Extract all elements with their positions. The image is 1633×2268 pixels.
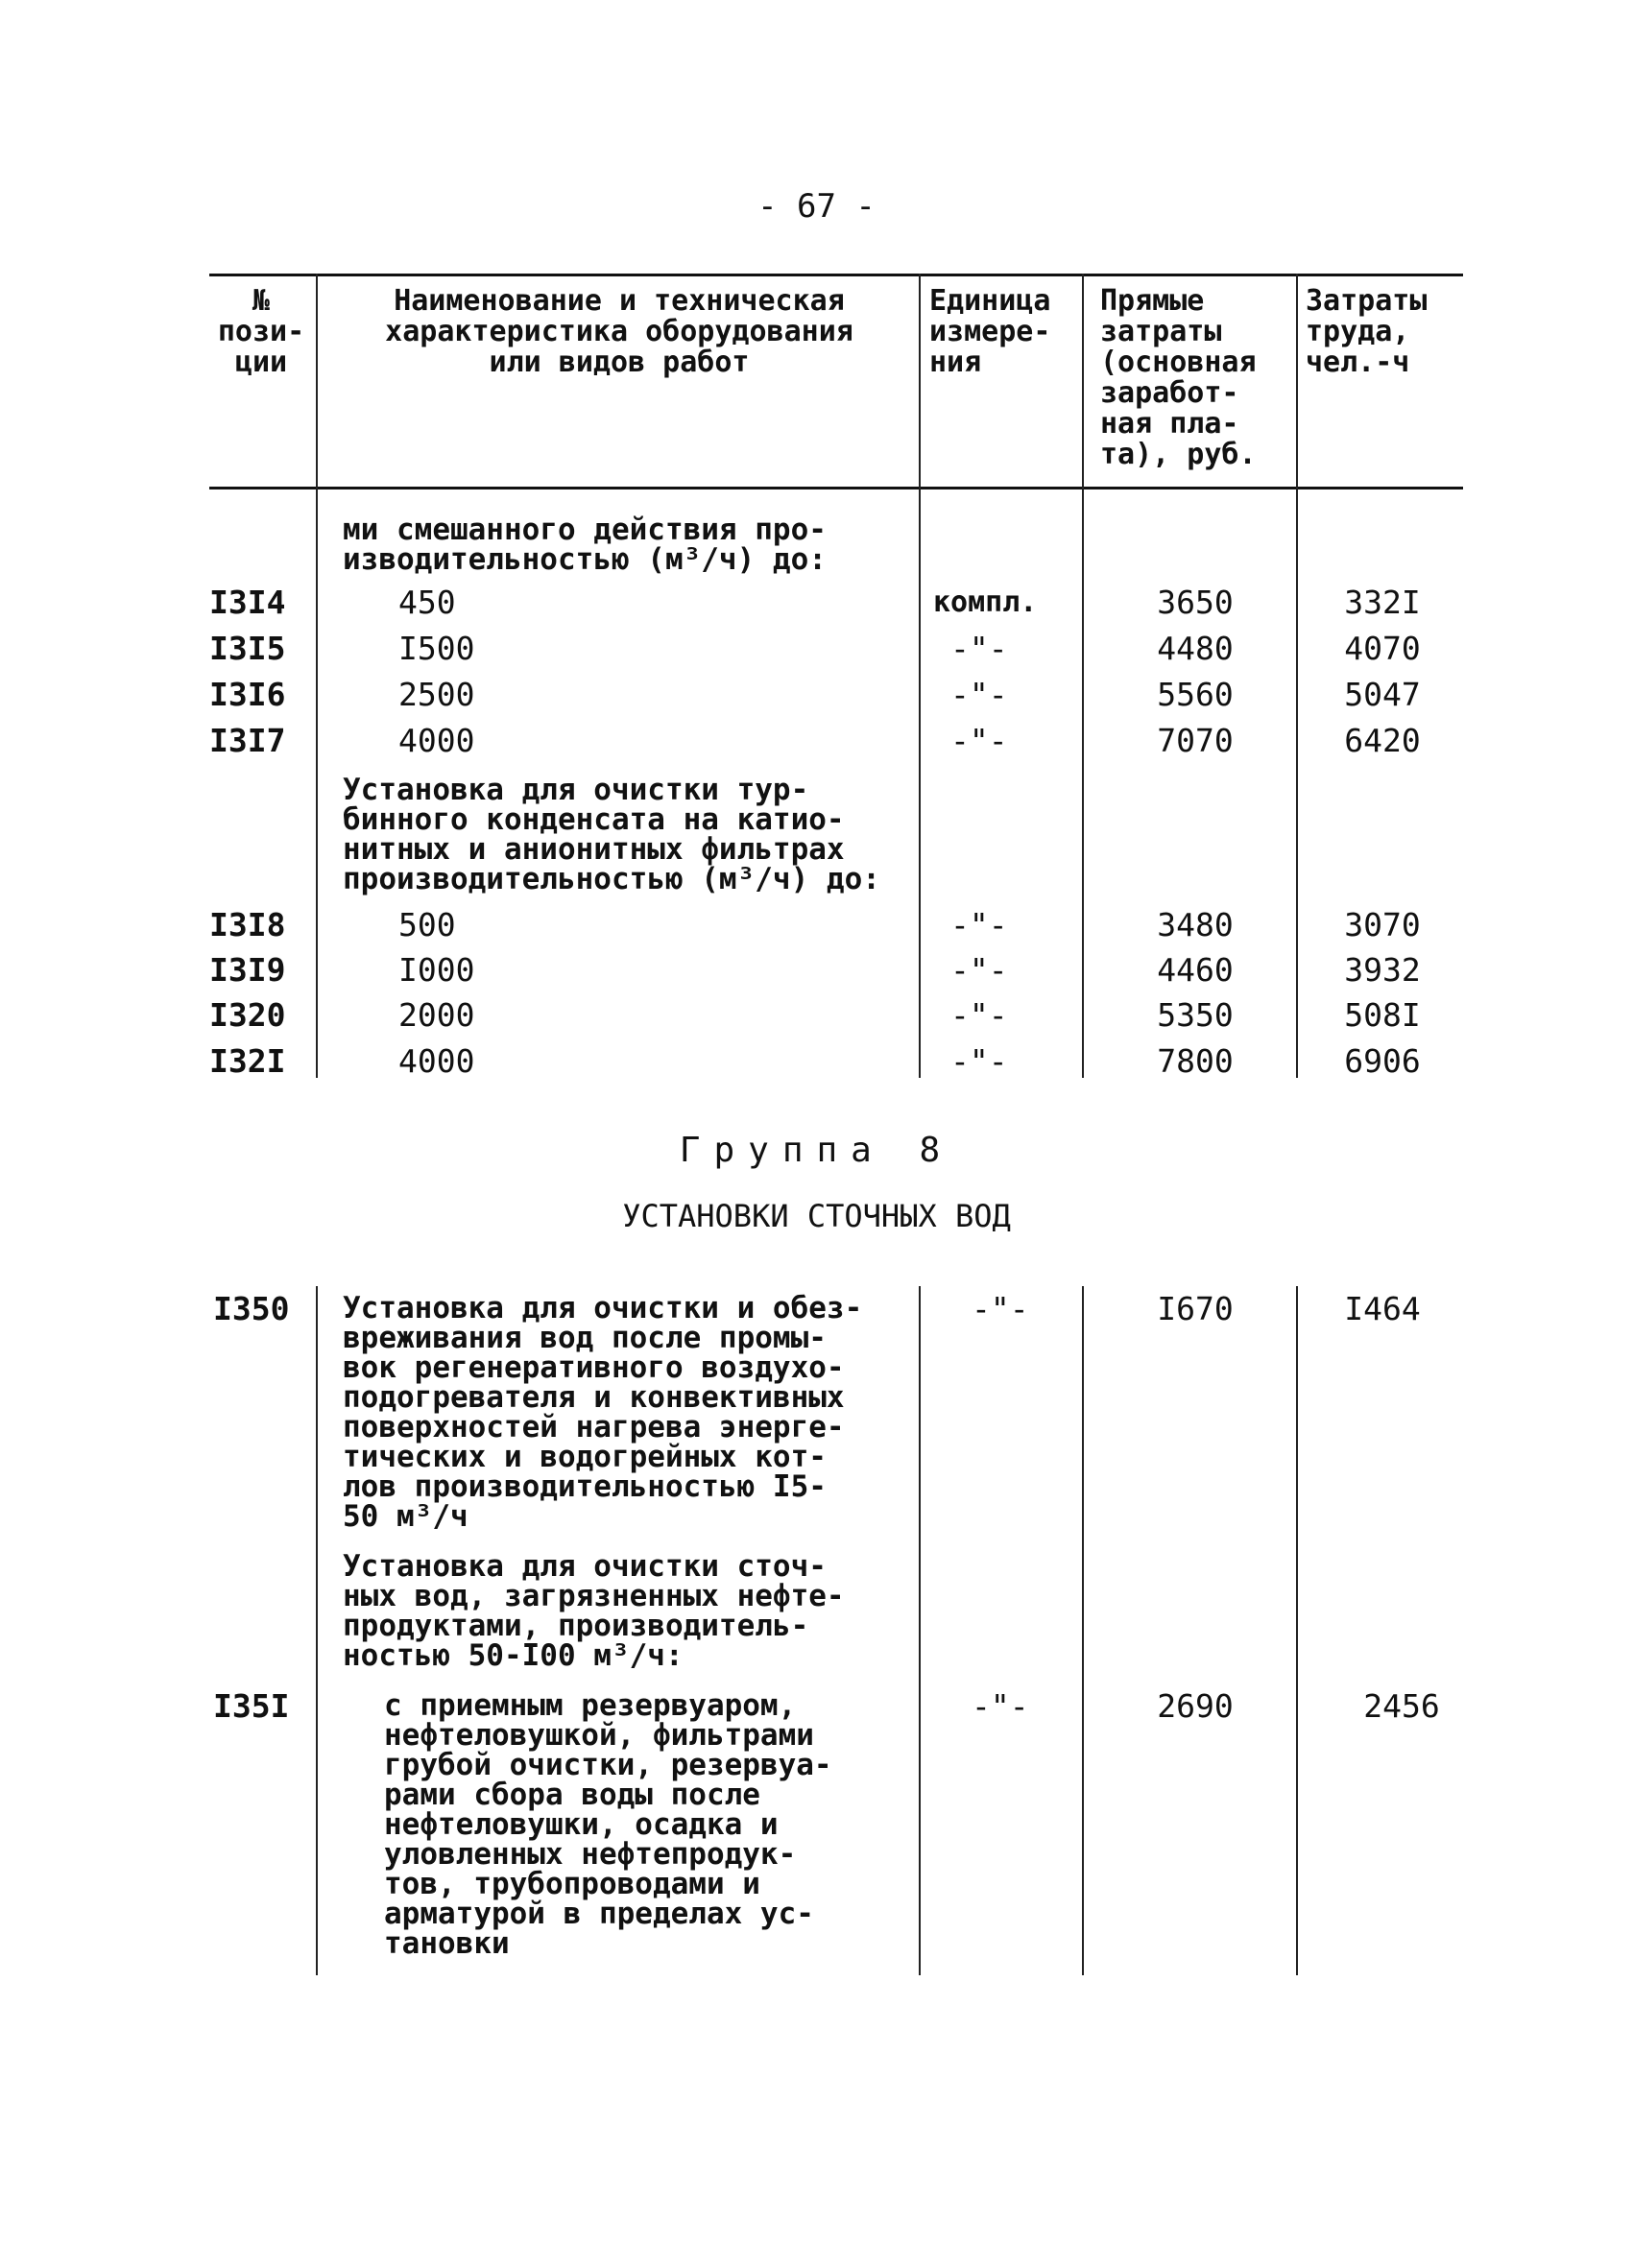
group-title: Группа 8 <box>679 1131 954 1170</box>
row-labor: 6906 <box>1344 1042 1421 1080</box>
header-position: № пози- ции <box>217 284 305 379</box>
table-top-rule <box>209 274 1463 276</box>
row-position: I320 <box>209 996 286 1034</box>
row-direct: 3480 <box>1157 906 1234 943</box>
row-name: 450 <box>398 584 456 621</box>
row-unit: -"- <box>972 1290 1029 1327</box>
row-unit: -"- <box>950 951 1008 989</box>
column-divider-3 <box>1082 1286 1084 1975</box>
table-header-rule <box>209 487 1463 489</box>
column-divider-2 <box>919 274 921 1078</box>
row-position: I3I5 <box>209 630 286 667</box>
row-name: I500 <box>398 630 475 667</box>
row-direct: 5350 <box>1157 996 1234 1034</box>
row-name: 2000 <box>398 996 475 1034</box>
page-number: - 67 - <box>757 187 876 226</box>
column-divider-4 <box>1296 274 1298 1078</box>
column-divider-1 <box>316 1286 318 1975</box>
row-direct: 3650 <box>1157 584 1234 621</box>
row-name: 2500 <box>398 676 475 713</box>
row-unit: -"- <box>950 996 1008 1034</box>
row-unit: -"- <box>950 722 1008 759</box>
row-name: с приемным резервуаром, нефтеловушкой, фильтрами грубой очистки, резервуа- рами сбора воды после нефтеловушки, осадка и уловленных нефтепродук- тов, трубопроводами и арматурой в пределах ус- тановки <box>384 1688 832 1961</box>
row-position: I350 <box>213 1290 290 1327</box>
row-unit: -"- <box>950 676 1008 713</box>
row-unit: компл. <box>933 585 1038 619</box>
row-unit: -"- <box>950 906 1008 943</box>
row-name: 4000 <box>398 1042 475 1080</box>
row-position: I35I <box>213 1687 290 1725</box>
row-labor: I464 <box>1344 1290 1421 1327</box>
row-name: 500 <box>398 906 456 943</box>
row-labor: 508I <box>1344 996 1421 1034</box>
column-divider-3 <box>1082 274 1084 1078</box>
row-name: 4000 <box>398 722 475 759</box>
row-direct: 5560 <box>1157 676 1234 713</box>
group-subtitle: УСТАНОВКИ СТОЧНЫХ ВОД <box>622 1198 1011 1234</box>
column-divider-4 <box>1296 1286 1298 1975</box>
row-direct: 4480 <box>1157 630 1234 667</box>
row-name: Установка для очистки и обез- вреживания вод после промы- вок регенеративного воздухо- подогревателя и конвективных поверхностей нагрева энерге- тических и водогрейных кот- лов производительностью I5- 50 м³/ч <box>343 1291 863 1534</box>
row-position: I3I6 <box>209 676 286 713</box>
row-position: I3I7 <box>209 722 286 759</box>
column-divider-1 <box>316 274 318 1078</box>
section2-intro: Установка для очистки сточ- ных вод, загрязненных нефте- продуктами, производитель- ностью 50-I00 м³/ч: <box>343 1549 845 1673</box>
row-direct: 7070 <box>1157 722 1234 759</box>
header-direct-costs: Прямые затраты (основная заработ- ная пла- та), руб. <box>1100 284 1257 471</box>
row-direct: I670 <box>1157 1290 1234 1327</box>
row-position: I3I8 <box>209 906 286 943</box>
row-labor: 2456 <box>1363 1687 1440 1725</box>
row-labor: 5047 <box>1344 676 1421 713</box>
row-position: I3I9 <box>209 951 286 989</box>
section1-intro: ми смешанного действия про- изводительностью (м³/ч) до: <box>343 513 827 577</box>
row-unit: -"- <box>950 1042 1008 1080</box>
column-divider-2 <box>919 1286 921 1975</box>
row-labor: 4070 <box>1344 630 1421 667</box>
section1-mid-text: Установка для очистки тур- бинного конденсата на катио- нитных и анионитных фильтрах производительностью (м³/ч) до: <box>343 773 880 896</box>
row-unit: -"- <box>972 1687 1029 1725</box>
row-unit: -"- <box>950 630 1008 667</box>
row-labor: 332I <box>1344 584 1421 621</box>
header-name: Наименование и техническая характеристика оборудования или видов работ <box>385 284 853 379</box>
header-labor: Затраты труда, чел.-ч <box>1306 284 1428 379</box>
row-labor: 3932 <box>1344 951 1421 989</box>
row-labor: 3070 <box>1344 906 1421 943</box>
row-direct: 4460 <box>1157 951 1234 989</box>
row-name: I000 <box>398 951 475 989</box>
row-labor: 6420 <box>1344 722 1421 759</box>
row-direct: 7800 <box>1157 1042 1234 1080</box>
row-position: I32I <box>209 1042 286 1080</box>
header-unit: Единица измере- ния <box>929 284 1051 379</box>
row-position: I3I4 <box>209 584 286 621</box>
row-direct: 2690 <box>1157 1687 1234 1725</box>
